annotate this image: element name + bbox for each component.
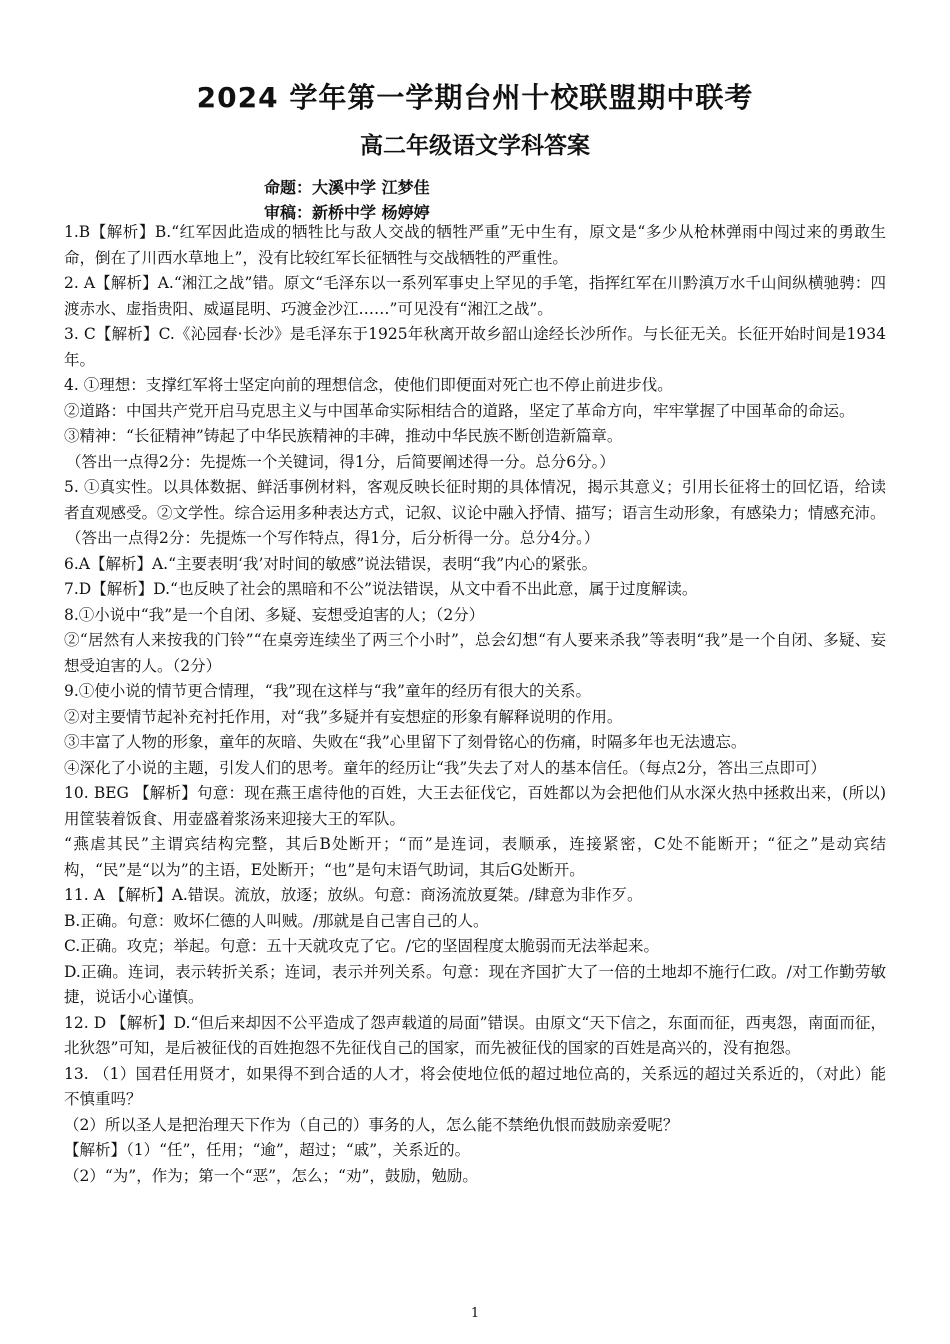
answer-paragraph: 7.D【解析】D.“也反映了社会的黑暗和不公”说法错误，从文中看不出此意，属于过度解读。 xyxy=(64,580,698,598)
answer-paragraph: 13. （1）国君任用贤才，如果得不到合适的人才，将会使地位低的超过地位高的，关系远的超过关系近的，（对此）能不慎重吗？ xyxy=(64,1064,886,1108)
answer-paragraph: 5. ①真实性。以具体数据、鲜活事例材料，客观反映长征时期的具体情况，揭示其意义；引用长征将士的回忆语，给读者直观感受。②文学性。综合运用多种表达方式，记叙、议论中融入抒情、描写；语言生动形象，有感染力；情感充沛。 xyxy=(64,478,886,522)
answer-paragraph: （2）所以圣人是把治理天下作为（自己的）事务的人，怎么能不禁绝仇恨而鼓励亲爱呢？ xyxy=(64,1115,679,1134)
answer-paragraph: 12. D 【解析】D.“但后来却因不公平造成了怨声载道的局面”错误。由原文“天下信之，东面而征，西夷怨，南面而征，北狄怨”可知，是后被征伐的百姓抱怨不先征伐自己的国家，而先被征伐的国家的百姓是高兴的，没有抱怨。 xyxy=(64,1013,886,1057)
answer-paragraph: 3. C【解析】C.《沁园春·长沙》是毛泽东于1925年秋离开故乡韶山途经长沙所作。与长征无关。长征开始时间是1934年。 xyxy=(64,325,886,369)
document-title: 2024 学年第一学期台州十校联盟期中联考 xyxy=(196,81,754,114)
answer-paragraph: D.正确。连词，表示转折关系；连词，表示并列关系。句意：现在齐国扩大了一倍的土地却不施行仁政。/对工作勤劳敏捷，说话小心谨慎。 xyxy=(64,962,886,1006)
answer-paragraph: ②道路：中国共产党开启马克思主义与中国革命实际相结合的道路，坚定了革命方向，牢牢掌握了中国革命的命运。 xyxy=(64,401,855,420)
page-number: 1 xyxy=(470,1306,480,1321)
answer-paragraph: ④深化了小说的主题，引发人们的思考。童年的经历让“我”失去了对人的基本信任。（每点2分，答出三点即可） xyxy=(64,758,826,777)
answer-paragraph: 【解析】（1）“任”，任用；“逾”，超过；“戚”，关系近的。 xyxy=(64,1141,471,1159)
answer-paragraph: 1.B【解析】B.“红军因此造成的牺牲比与敌人交战的牺牲严重”无中生有，原文是“多少从枪林弹雨中闯过来的勇敢生命，倒在了川西水草地上”，没有比较红军长征牺牲与交战牺牲的严重性。 xyxy=(64,223,886,267)
answer-paragraph: （2）“为”，作为；第一个“恶”，怎么；“劝”，鼓励，勉励。 xyxy=(64,1166,478,1185)
answer-paragraph: ②“居然有人来按我的门铃”“在桌旁连续坐了两三个小时”，总会幻想“有人要来杀我”等表明“我”是一个自闭、多疑、妄想受迫害的人。（2分） xyxy=(64,631,886,675)
answer-paragraph: 8.①小说中“我”是一个自闭、多疑、妄想受迫害的人；（2分） xyxy=(64,605,485,624)
answer-paragraph: 6.A【解析】A.“主要表明‘我’对时间的敏感”说法错误，表明“我”内心的紧张。 xyxy=(64,554,598,573)
reviewer-credit: 审稿：新桥中学 杨婷婷 xyxy=(264,203,430,222)
document-subtitle: 高二年级语文学科答案 xyxy=(360,133,590,159)
scoring-note: （答出一点得2分：先提炼一个写作特点，得1分，后分析得一分。总分4分。） xyxy=(66,529,600,547)
answer-paragraph: 9.①使小说的情节更合情理，“我”现在这样与“我”童年的经历有很大的关系。 xyxy=(64,682,591,700)
answer-paragraph: C.正确。攻克；举起。句意：五十天就攻克了它。/它的坚固程度太脆弱而无法举起来。 xyxy=(64,937,659,955)
answer-paragraph: B.正确。句意：败坏仁德的人叫贼。/那就是自己害自己的人。 xyxy=(64,911,489,930)
answer-paragraph: ③丰富了人物的形象，童年的灰暗、失败在“我”心里留下了刻骨铭心的伤痛，时隔多年也无法遗忘。 xyxy=(64,733,747,751)
scoring-note: （答出一点得2分：先提炼一个关键词，得1分，后简要阐述得一分。总分6分。） xyxy=(66,452,615,471)
answer-paragraph: “燕虐其民”主谓宾结构完整，其后B处断开；“而”是连词，表顺承，连接紧密，C处不能断开；“征之”是动宾结构，“民”是“以为”的主语，E处断开；“也”是句末语气助词，其后G处断开。 xyxy=(64,835,886,879)
answer-paragraph: 10. BEG 【解析】句意：现在燕王虐待他的百姓，大王去征伐它，百姓都以为会把他们从水深火热中拯救出来，(所以)用筐装着饭食、用壶盛着浆汤来迎接大王的军队。 xyxy=(64,784,886,828)
answer-paragraph: 4. ①理想：支撑红军将士坚定向前的理想信念，使他们即便面对死亡也不停止前进步伐。 xyxy=(64,376,673,394)
answer-body xyxy=(64,220,886,1189)
answer-paragraph: ③精神：“长征精神”铸起了中华民族精神的丰碑，推动中华民族不断创造新篇章。 xyxy=(64,427,623,445)
answer-paragraph: 11. A 【解析】A.错误。流放，放逐；放纵。句意：商汤流放夏桀。/肆意为非作歹。 xyxy=(64,886,643,904)
answer-paragraph: ②对主要情节起补充衬托作用，对“我”多疑并有妄想症的形象有解释说明的作用。 xyxy=(64,707,623,726)
author-credit: 命题：大溪中学 江梦佳 xyxy=(264,178,430,197)
answer-paragraph: 2. A【解析】A.“湘江之战”错。原文“毛泽东以一系列军事史上罕见的手笔，指挥红军在川黔滇万水千山间纵横驰骋：四渡赤水、虚指贵阳、威逼昆明、巧渡金沙江……”可见没有“湘江之战”。 xyxy=(64,274,886,318)
